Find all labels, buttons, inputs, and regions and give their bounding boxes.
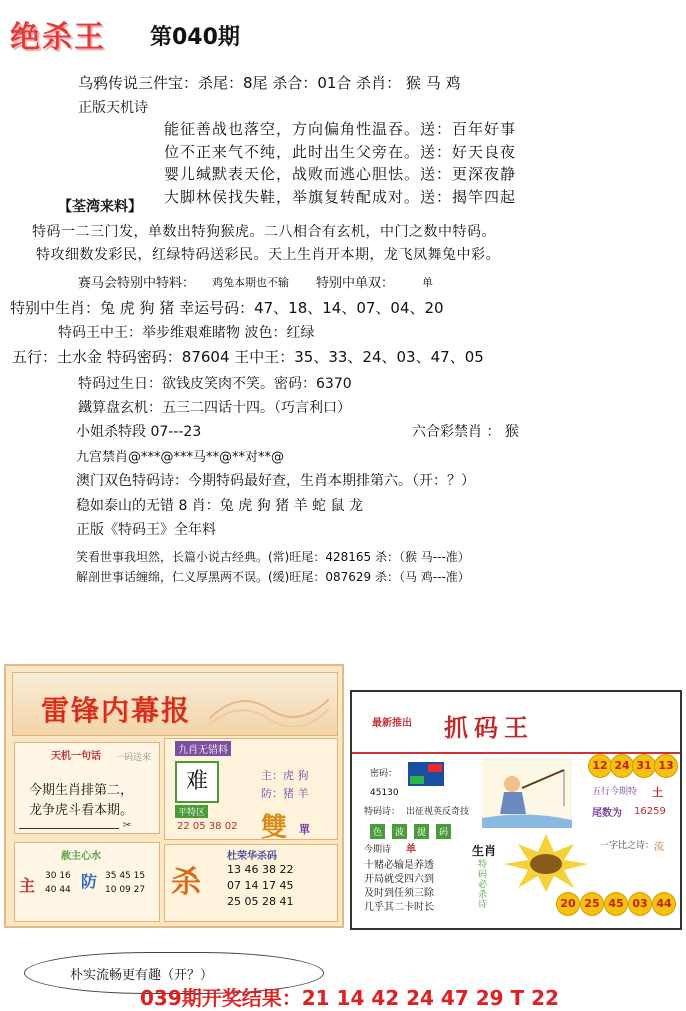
decor-pattern-icon <box>209 679 329 727</box>
nine-palace-line: 九宫禁肖@***@***马**@**对**@ <box>76 450 285 465</box>
five-elements-label: 五行今期特 <box>592 787 638 797</box>
nine-zodiac-heading: 九肖无错料 <box>175 741 231 756</box>
heart-water-heading: 赦主心水 <box>61 851 101 862</box>
tail-line-2: 解剖世事话缠绵，仁义厚黑两不误。(缓)旺尾：087629 杀：（马 鸡---准） <box>76 570 470 584</box>
main-row-1: 30 16 <box>45 871 71 881</box>
banned-zodiac: 六合彩禁肖 ： 猴 <box>412 424 519 440</box>
bottom-ball-1: 20 <box>556 892 580 916</box>
password-value: 45130 <box>370 788 399 798</box>
eight-zodiac-line: 稳如泰山的无错 8 肖：兔 虎 狗 猪 羊 蛇 鼠 龙 <box>76 498 363 514</box>
leifeng-title: 雷锋内幕报 <box>41 694 192 727</box>
kill-char: 杀 <box>171 865 201 900</box>
code-label: 平特区 <box>175 805 208 818</box>
king-line: 特码王中王：举步维艰难睹物 波色：红绿 <box>58 325 315 341</box>
draw-result: 039期开奖结果：21 14 42 24 47 29 T 22 <box>140 986 559 1010</box>
today-poem-value: 单 <box>406 844 416 855</box>
site-logo: 绝杀王 <box>10 20 106 55</box>
source-heading: 【荃湾来料】 <box>58 199 142 215</box>
poem-line-3: 婴儿缄默表天伦，战败而逃心胆怯。送：更深夜静 <box>164 165 517 183</box>
zodiac-sub: 特码必杀诗 <box>478 860 488 910</box>
tail-count-value: 16259 <box>634 806 666 817</box>
racecourse-label: 赛马会特别中特料： <box>78 276 196 291</box>
top-ball-3: 31 <box>632 754 656 778</box>
bottom-ball-5: 44 <box>652 892 676 916</box>
zodiac-lucky-line: 特别中生肖：兔 虎 狗 猪 幸运号码：47、18、14、07、04、20 <box>10 299 444 317</box>
verse-line-2: 特攻细数发彩民，红绿特码送彩民。天上生肖开本期，龙飞凤舞兔中彩。 <box>36 247 500 263</box>
new-tag: 最新推出 <box>372 718 412 729</box>
main-zodiac: 主：虎 狗 <box>261 769 309 782</box>
poem-heading: 正版天机诗 <box>78 100 148 116</box>
poem-line-1: 能征善战也落空，方向偏角性温吞。送：百年好事 <box>164 120 517 138</box>
catch-poem-1: 十赌必输是养透 <box>364 860 434 871</box>
guard-row-1: 35 45 15 <box>105 871 146 881</box>
compare-label: 一字比之诗： <box>600 841 655 851</box>
heart-water-box <box>14 842 160 922</box>
divider <box>19 828 119 829</box>
catch-code-header <box>352 692 680 754</box>
poem-line-4: 大脚林侯找失鞋，举旗复转配成对。送：揭竿四起 <box>164 188 517 206</box>
fortune-sub: 一码送来 <box>115 753 152 763</box>
abacus-line: 鐵算盘玄机：五三二四话十四。（巧言利口） <box>78 400 351 416</box>
compare-value: 流 <box>654 842 664 853</box>
odd-even-label: 特别中单双： <box>316 276 395 291</box>
top-ball-1: 12 <box>588 754 612 778</box>
racecourse-value: 鸡兔本期也不输 <box>212 276 289 289</box>
nine-zodiac-box <box>164 738 338 843</box>
fortune-text-1: 今期生肖排第二， <box>29 783 134 798</box>
double-char: 雙 <box>261 813 288 843</box>
kill-row-2: 07 14 17 45 <box>227 879 294 892</box>
brand-logo-icon <box>408 762 444 786</box>
kill-row-1: 13 46 38 22 <box>227 863 294 876</box>
kill-code-box <box>164 844 338 922</box>
verse-line-1: 特码一二三门发，单数出特狗猴虎。二八相合有玄机，中门之数中特码。 <box>32 224 496 240</box>
crow-legend-line: 乌鸦传说三件宝：杀尾：8尾 杀合：01合 杀肖： 猴 马 鸡 <box>78 74 461 92</box>
five-elements-value: 土 <box>652 786 663 799</box>
bottom-ball-4: 03 <box>628 892 652 916</box>
leifeng-panel <box>4 664 344 928</box>
macau-poem-line: 澳门双色特码诗：今期特码最好查，生肖本期排第六。（开：？） <box>76 473 475 489</box>
tag-code: 码 <box>436 824 451 839</box>
kill-segment: 小姐杀特段 07---23 <box>76 424 202 440</box>
catch-poem-3: 及时到任须三除 <box>364 888 434 899</box>
top-ball-2: 24 <box>610 754 634 778</box>
flat-codes: 22 05 38 02 <box>177 821 238 832</box>
fortune-heading: 天机一句话 <box>51 751 101 762</box>
catch-code-title: 抓码王 <box>444 713 534 742</box>
issue-number: 第040期 <box>150 25 240 50</box>
fortune-text-2: 龙争虎斗看本期。 <box>29 803 134 818</box>
password-label: 密码： <box>370 769 398 779</box>
crab-splash-icon <box>496 830 596 894</box>
zodiac-label: 生肖 <box>472 844 497 858</box>
fortune-sentence-box <box>14 742 160 834</box>
leifeng-header <box>12 672 338 736</box>
guard-mark: 防 <box>81 872 98 891</box>
kill-row-3: 25 05 28 41 <box>227 895 294 908</box>
catch-code-panel <box>350 690 682 930</box>
fishing-scene-icon <box>482 758 572 828</box>
tail-line-1: 笑看世事我坦然，长篇小说古经典。(常)旺尾：428165 杀：（猴 马---准） <box>76 550 470 564</box>
cloud-text: 朴实流畅更有趣（开？） <box>70 968 214 983</box>
guard-zodiac: 防：猪 羊 <box>261 787 309 800</box>
tag-offer: 提 <box>414 824 429 839</box>
today-poem-label: 今期诗 <box>364 845 392 855</box>
top-ball-4: 13 <box>654 754 678 778</box>
annual-material-line: 正版《特码王》全年料 <box>76 522 216 538</box>
tag-color: 色 <box>370 824 385 839</box>
guard-row-2: 10 09 27 <box>105 885 146 895</box>
scissors-icon: ✂ <box>123 820 132 831</box>
hard-char: 难 <box>175 761 219 803</box>
poem-line-2: 位不正来气不纯，此时出生父旁在。送：好天良夜 <box>164 143 517 161</box>
poem-label: 特码诗： <box>364 807 401 817</box>
main-row-2: 40 44 <box>45 885 71 895</box>
catch-poem-4: 几乎其二卡时长 <box>364 902 434 913</box>
poem-value: 出征视英反奇技 <box>406 807 470 817</box>
bottom-ball-2: 25 <box>580 892 604 916</box>
birthday-line: 特码过生日：欲钱皮笑肉不笑。密码：6370 <box>78 376 352 392</box>
five-elements-line: 五行：土水金 特码密码：87604 王中王：35、33、24、03、47、05 <box>12 348 484 366</box>
tag-wave: 波 <box>392 824 407 839</box>
main-mark: 主 <box>19 876 36 895</box>
bottom-ball-3: 45 <box>604 892 628 916</box>
single-char: 單 <box>299 823 310 836</box>
kill-code-heading: 杜荣华杀码 <box>227 851 277 862</box>
tail-count-label: 尾数为 <box>592 808 622 819</box>
odd-even-value: 单 <box>422 276 433 289</box>
catch-poem-2: 开局就受四六到 <box>364 874 434 885</box>
